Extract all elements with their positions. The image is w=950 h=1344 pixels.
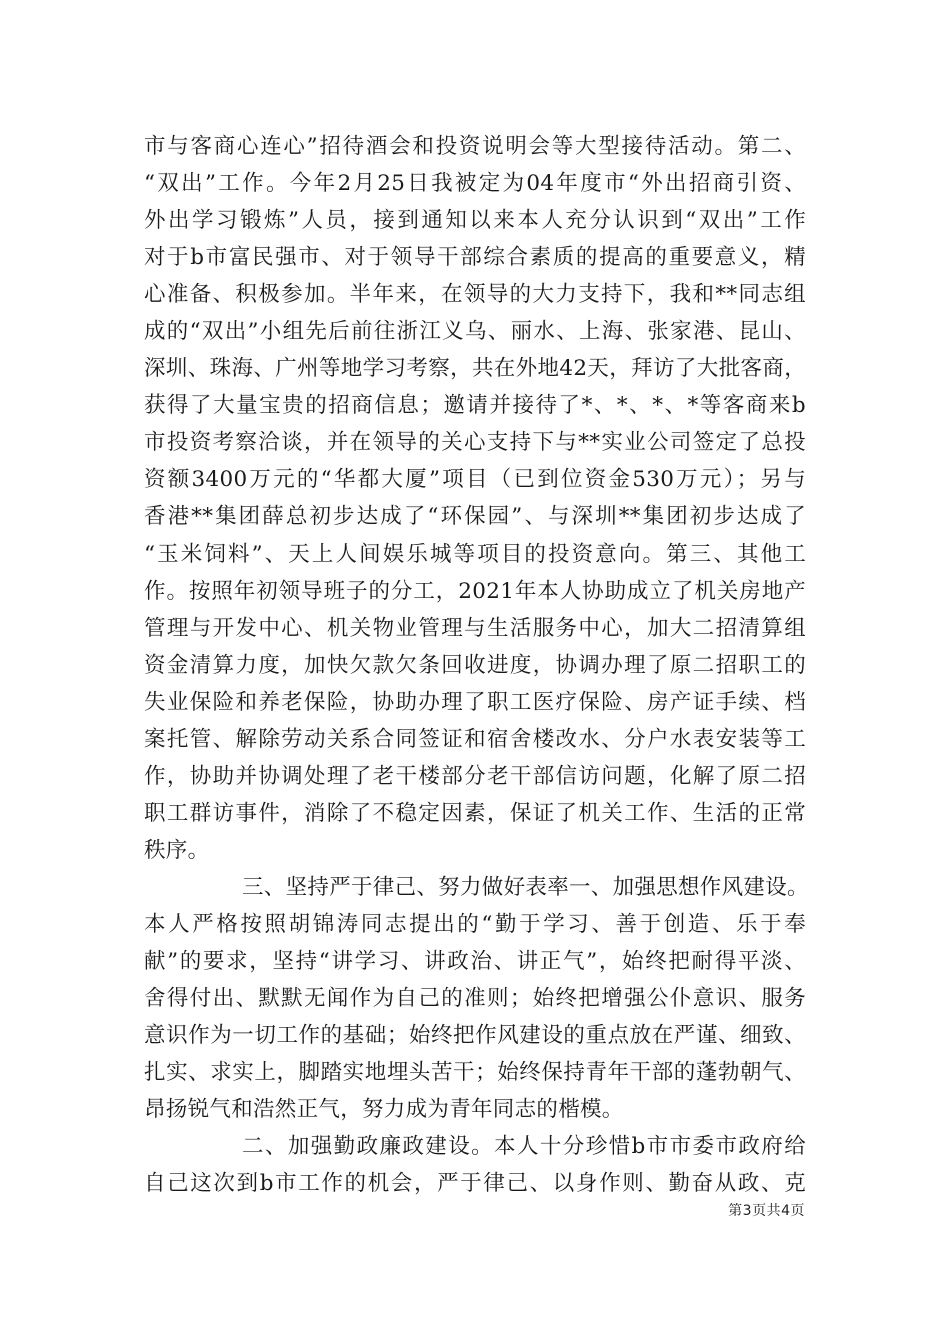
text-line: 舍得付出、默默无闻作为自己的准则；始终把增强公仆意识、服务 xyxy=(144,986,806,1012)
text-line: 秩序。 xyxy=(144,837,210,863)
text-line: 本人严格按照胡锦涛同志提出的“勤于学习、善于创造、乐于奉 xyxy=(144,911,806,937)
text-line: 资额3400万元的“华都大厦”项目（已到位资金530万元）；另与 xyxy=(144,467,806,493)
text-line: 昂扬锐气和浩然正气，努力成为青年同志的楷模。 xyxy=(144,1097,624,1123)
text-line: “玉米饲料”、天上人间娱乐城等项目的投资意向。第三、其他工 xyxy=(144,541,806,567)
section-heading-line: 二、加强勤政廉政建设。本人十分珍惜b市市委市政府给 xyxy=(242,1134,806,1160)
text-line: 成的“双出”小组先后前往浙江义乌、丽水、上海、张家港、昆山、 xyxy=(144,319,806,345)
text-line: 香港**集团薛总初步达成了“环保园”、与深圳**集团初步达成了 xyxy=(144,504,806,530)
section-heading-line: 三、坚持严于律己、努力做好表率一、加强思想作风建设。 xyxy=(242,874,809,900)
text-line: 市与客商心连心”招待酒会和投资说明会等大型接待活动。第二、 xyxy=(144,134,806,159)
page-number-footer: 第3页共4页 xyxy=(728,1203,805,1219)
text-line: 心准备、积极参加。半年来，在领导的大力支持下，我和**同志组 xyxy=(144,282,806,308)
text-line: 市投资考察洽谈，并在领导的关心支持下与**实业公司签定了总投 xyxy=(144,430,806,456)
text-line: 职工群访事件，消除了不稳定因素，保证了机关工作、生活的正常 xyxy=(144,800,806,826)
text-line: 扎实、求实上，脚踏实地埋头苦干；始终保持青年干部的蓬勃朝气、 xyxy=(144,1060,806,1086)
text-line: 资金清算力度，加快欠款欠条回收进度，协调办理了原二招职工的 xyxy=(144,652,806,678)
paragraph-integrity xyxy=(144,1128,806,1202)
text-line: 自己这次到b市工作的机会，严于律己、以身作则、勤奋从政、克 xyxy=(144,1171,806,1197)
text-line: 献”的要求，坚持“讲学习、讲政治、讲正气”，始终把耐得平淡、 xyxy=(144,949,806,975)
text-line: 外出学习锻炼”人员，接到通知以来本人充分认识到“双出”工作 xyxy=(144,208,806,234)
document-body xyxy=(144,128,809,1202)
text-line: 作，协助并协调处理了老干楼部分老干部信访问题，化解了原二招 xyxy=(144,763,806,789)
text-line: 管理与开发中心、机关物业管理与生活服务中心，加大二招清算组 xyxy=(144,615,806,641)
text-line: “双出”工作。今年2月25日我被定为04年度市“外出招商引资、 xyxy=(144,171,806,197)
text-line: 意识作为一切工作的基础；始终把作风建设的重点放在严谨、细致、 xyxy=(144,1023,806,1049)
text-line: 对于b市富民强市、对于领导干部综合素质的提高的重要意义，精 xyxy=(144,245,806,271)
text-line: 获得了大量宝贵的招商信息；邀请并接待了*、*、*、*等客商来b xyxy=(144,393,806,419)
text-line: 深圳、珠海、广州等地学习考察，共在外地42天，拜访了大批客商， xyxy=(144,356,806,382)
text-line: 案托管、解除劳动关系合同签证和宿舍楼改水、分户水表安装等工 xyxy=(144,726,806,752)
paragraph-work-summary xyxy=(144,128,806,869)
paragraph-self-discipline xyxy=(144,869,809,1128)
text-line: 作。按照年初领导班子的分工，2021年本人协助成立了机关房地产 xyxy=(144,578,806,604)
text-line: 失业保险和养老保险，协助办理了职工医疗保险、房产证手续、档 xyxy=(144,689,806,715)
